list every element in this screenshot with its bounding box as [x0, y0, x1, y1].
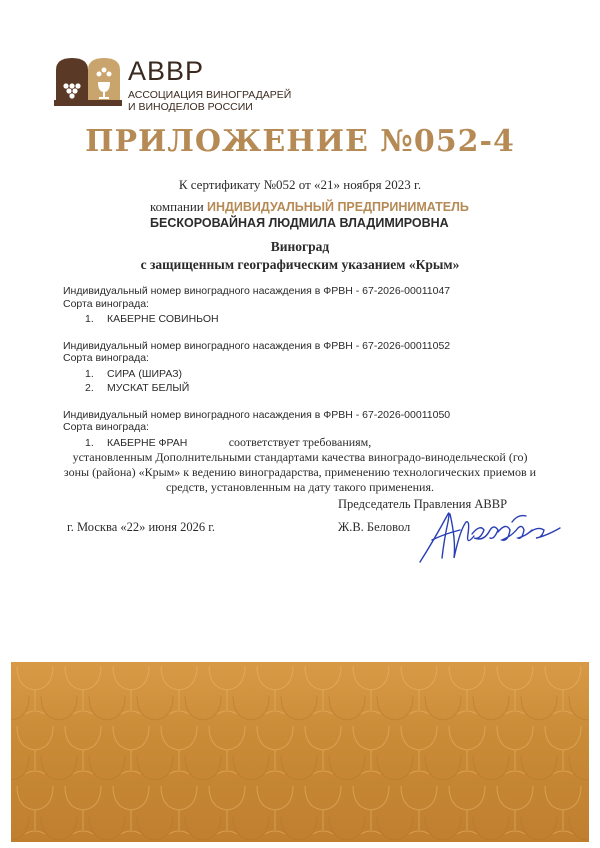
compliance-statement	[50, 435, 550, 495]
date-place: г. Москва «22» июня 2026 г.	[67, 520, 216, 534]
avvr-logo-icon	[54, 56, 124, 110]
plot-entry	[63, 285, 543, 326]
plot-number: Индивидуальный номер виноградного насаждения в ФРВН - 67-2026-00011047	[63, 285, 451, 297]
plot-number: Индивидуальный номер виноградного насаждения в ФРВН - 67-2026-00011050	[63, 408, 451, 421]
brand-block	[128, 58, 291, 113]
variety-name: СИРА (ШИРАЗ)	[107, 367, 183, 380]
company-name-line1: ИНДИВИДУАЛЬНЫЙ ПРЕДПРИНИМАТЕЛЬ	[206, 200, 469, 214]
plot-number: Индивидуальный номер виноградного насаждения в ФРВН - 67-2026-00011052	[63, 339, 451, 352]
document-title: ПРИЛОЖЕНИЕ №052-4	[85, 124, 515, 159]
company-name-line2: БЕСКОРОВАЙНАЯ ЛЮДМИЛА ВЛАДИМИРОВНА	[150, 216, 449, 230]
brand-subtitle-line2: И ВИНОДЕЛОВ РОССИИ	[128, 101, 253, 113]
brand-name: АВВР	[128, 56, 205, 86]
handwritten-signature-icon	[414, 500, 564, 572]
company-label: компании	[150, 199, 204, 214]
product-heading	[0, 238, 600, 274]
variety-name: КАБЕРНЕ ФРАН	[107, 436, 188, 449]
product-line1: Виноград	[270, 239, 330, 254]
brand-subtitle-line1: АССОЦИАЦИЯ ВИНОГРАДАРЕЙ	[128, 89, 292, 101]
compliance-line2: установленным Дополнительными стандартами качества виноградо-винодельческой (го)	[72, 450, 528, 464]
variety-name: КАБЕРНЕ СОВИНЬОН	[107, 313, 219, 325]
variety-item	[63, 368, 543, 381]
certificate-reference: К сертификату №052 от «21» ноября 2023 г.	[178, 177, 422, 192]
product-line2: с защищенным географическим указанием «Крым»	[140, 257, 460, 272]
signatory-name: Ж.В. Беловол	[338, 520, 411, 534]
compliance-line4: средств, установленным на дату такого применения.	[165, 480, 434, 494]
variety-number: 1.	[85, 367, 94, 380]
compliance-line3: зоны (района) «Крым» к ведению виноградарства, применению технологических приемов и	[63, 465, 537, 479]
variety-item	[63, 313, 543, 326]
decorative-panel	[11, 662, 589, 842]
variety-number: 1.	[85, 313, 94, 325]
variety-name: МУСКАТ БЕЛЫЙ	[107, 382, 190, 394]
plot-entry	[63, 340, 543, 395]
variety-item	[63, 382, 543, 395]
varieties-label: Сорта винограда:	[63, 421, 149, 433]
variety-number: 2.	[85, 382, 94, 394]
varieties-label: Сорта винограда:	[63, 297, 149, 310]
signatory-title: Председатель Правления АВВР	[338, 497, 508, 511]
variety-number: 1.	[85, 436, 94, 449]
wine-glass-pattern-icon	[11, 662, 589, 842]
company-block	[150, 199, 469, 231]
varieties-label: Сорта винограда:	[63, 352, 149, 364]
compliance-line1: соответствует требованиям,	[228, 435, 372, 449]
